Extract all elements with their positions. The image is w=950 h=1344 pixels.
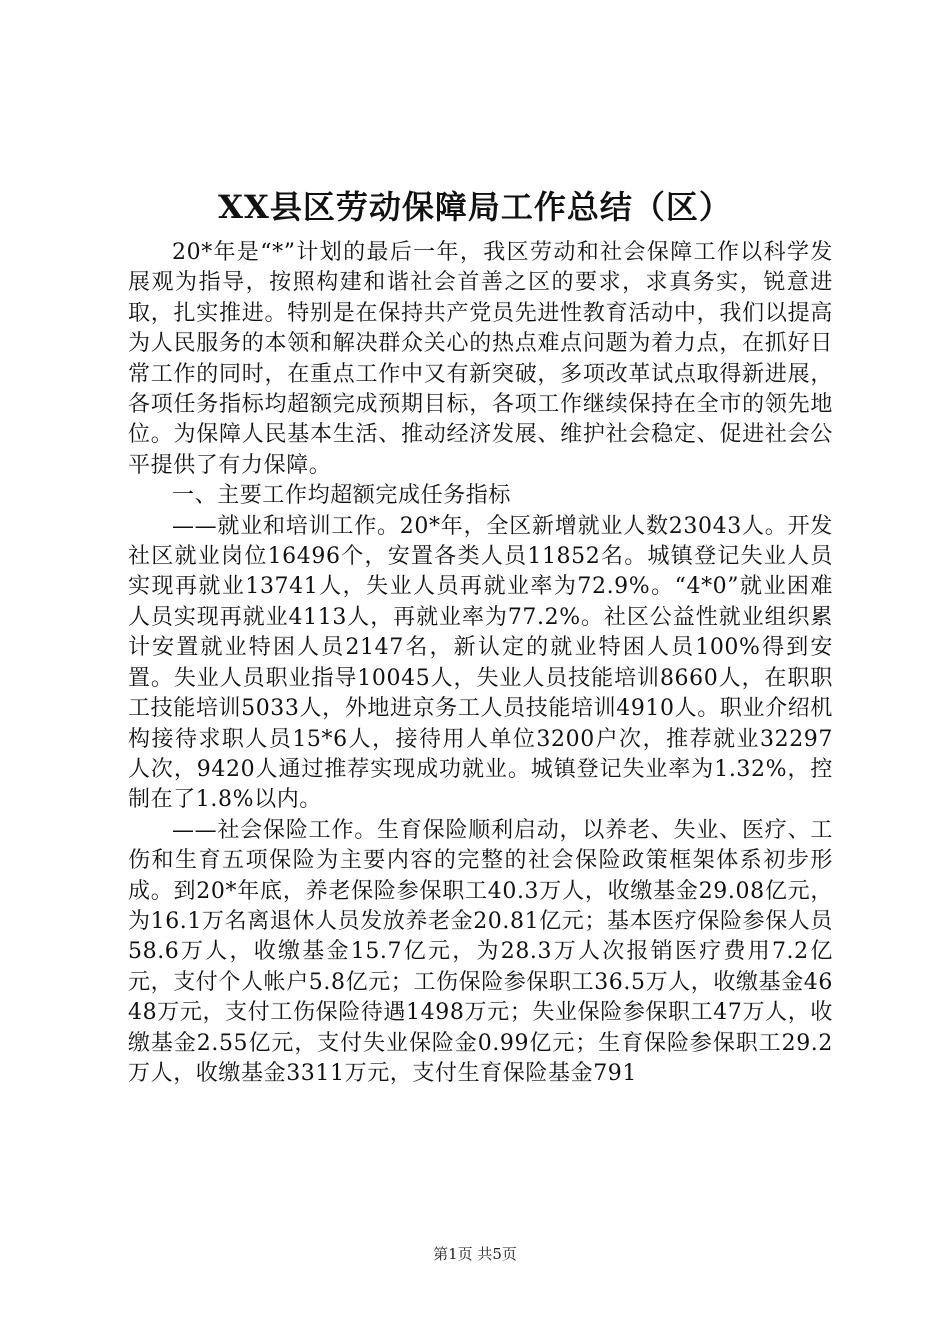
paragraph-employment: ——就业和培训工作。20*年，全区新增就业人数23043人。开发社区就业岗位16496个，安置各类人员11852名。城镇登记失业人员实现再就业13741人，失业人员再就业率为72.9%。“4*0”就业困难人员实现再就业4113人，再就业率为77.2%。社区公益性就业组织累计安置就业特困人员2147名，新认定的就业特困人员100%得到安置。失业人员职业指导10045人，失业人员技能培训8660人，在职职工技能培训5033人，外地进京务工人员技能培训4910人。职业介绍机构接待求职人员15*6人，接待用人单位3200户次，推荐就业32297人次，9420人通过推荐实现成功就业。城镇登记失业率为1.32%，控制在了1.8%以内。	[128, 513, 833, 813]
section-heading: 一、主要工作均超额完成任务指标	[172, 483, 512, 509]
paragraph-intro: 20*年是“*”计划的最后一年，我区劳动和社会保障工作以科学发展观为指导，按照构建和谐社会首善之区的要求，求真务实，锐意进取，扎实推进。特别是在保持共产党员先进性教育活动中，我们以提高为人民服务的本领和解决群众关心的热点难点问题为着力点，在抓好日常工作的同时，在重点工作中又有新突破，多项改革试点取得新进展，各项任务指标均超额完成预期目标，各项工作继续保持在全市的领先地位。为保障人民基本生活、推动经济发展、维护社会稳定、促进社会公平提供了有力保障。	[128, 240, 833, 478]
page-number: 第1页 共5页	[433, 1245, 517, 1263]
document-title: XX县区劳动保障局工作总结（区）	[218, 188, 732, 226]
paragraph-social-insurance: ——社会保险工作。生育保险顺利启动，以养老、失业、医疗、工伤和生育五项保险为主要内容的完整的社会保险政策框架体系初步形成。到20*年底，养老保险参保职工40.3万人，收缴基金29.08亿元，为16.1万名离退休人员发放养老金20.81亿元；基本医疗保险参保人员58.6万人，收缴基金15.7亿元，为28.3万人次报销医疗费用7.2亿元，支付个人帐户5.8亿元；工伤保险参保职工36.5万人，收缴基金4648万元，支付工伤保险待遇1498万元；失业保险参保职工47万人，收缴基金2.55亿元，支付失业保险金0.99亿元；生育保险参保职工29.2万人，收缴基金3311万元，支付生育保险基金791	[128, 817, 833, 1086]
document-body	[128, 238, 833, 1089]
